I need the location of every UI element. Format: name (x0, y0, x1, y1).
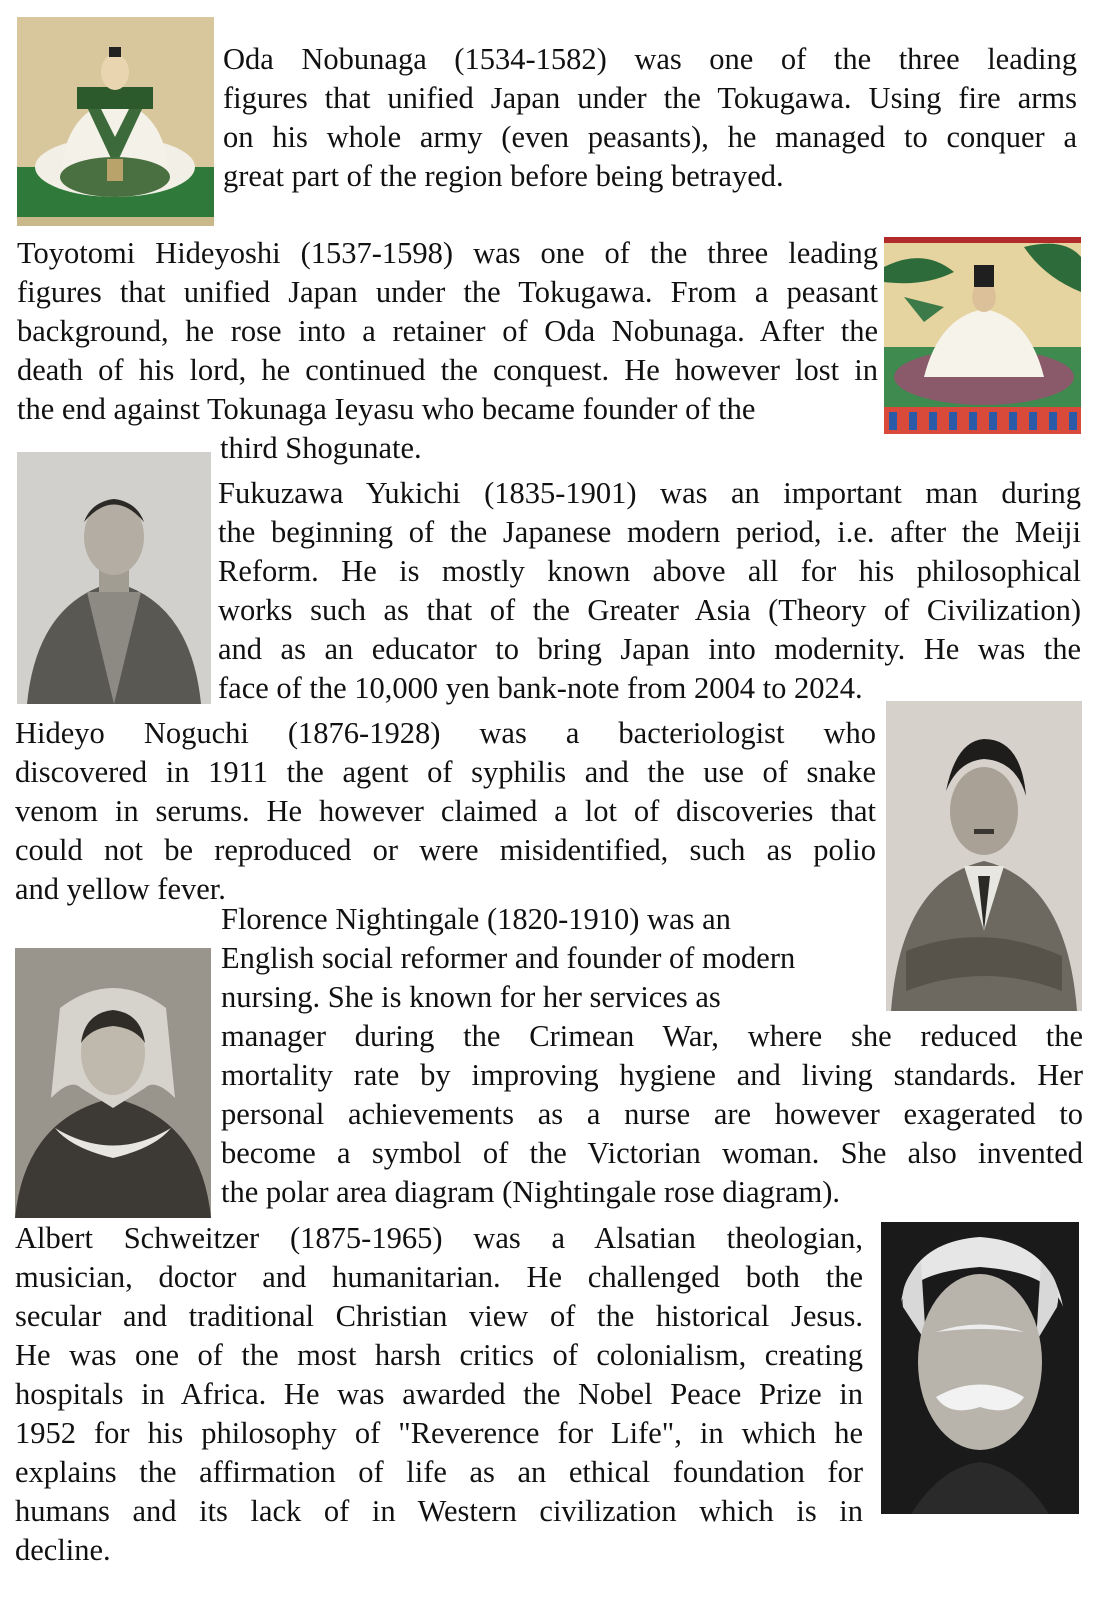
text-line: works such as that of the Greater Asia (Theory of Civilization) (218, 593, 1081, 627)
text-line: and yellow fever. (15, 872, 226, 906)
text-line: venom in serums. He however claimed a lot of discoveries that (15, 794, 876, 828)
text-line: Oda Nobunaga (1534-1582) was one of the three leading (223, 42, 1077, 76)
text-line: figures that unified Japan under the Tokugawa. Using fire arms (223, 81, 1077, 115)
text-line: third Shogunate. (220, 431, 422, 465)
portrait-florence-nightingale (15, 948, 211, 1218)
text-line: humans and its lack of in Western civilization which is in (15, 1494, 863, 1528)
text-line: He was one of the most harsh critics of colonialism, creating (15, 1338, 863, 1372)
paragraph-albert-schweitzer (15, 1219, 863, 1570)
portrait-toyotomi-hideyoshi (884, 237, 1081, 434)
text-line: explains the affirmation of life as an ethical foundation for (15, 1455, 863, 1489)
portrait-oda-nobunaga (17, 17, 214, 226)
paragraph-hideyo-noguchi (15, 714, 876, 909)
text-line: Hideyo Noguchi (1876-1928) was a bacteriologist who (15, 716, 876, 750)
paragraph-toyotomi-hideyoshi (17, 234, 878, 468)
text-line: the end against Tokunaga Ieyasu who became founder of the (17, 392, 756, 426)
text-line: figures that unified Japan under the Tokugawa. From a peasant (17, 275, 878, 309)
text-line: personal achievements as a nurse are however exagerated to (221, 1097, 1083, 1131)
text-line: Fukuzawa Yukichi (1835-1901) was an important man during (218, 476, 1081, 510)
paragraph-florence-nightingale (221, 900, 1083, 1212)
photo-image (15, 948, 211, 1218)
text-line: the polar area diagram (Nightingale rose diagram). (221, 1175, 841, 1209)
text-line: and as an educator to bring Japan into modernity. He was the (218, 632, 1081, 666)
portrait-fukuzawa-yukichi (17, 452, 211, 704)
text-line: secular and traditional Christian view of the historical Jesus. (15, 1299, 863, 1333)
paragraph-fukuzawa-yukichi (218, 474, 1081, 708)
text-line: 1952 for his philosophy of "Reverence for Life", in which he (15, 1416, 863, 1450)
text-line: Florence Nightingale (1820-1910) was an (221, 902, 731, 936)
text-line: the beginning of the Japanese modern period, i.e. after the Meiji (218, 515, 1081, 549)
text-line: Reform. He is mostly known above all for his philosophical (218, 554, 1081, 588)
text-line: could not be reproduced or were misidentified, such as polio (15, 833, 876, 867)
text-line: great part of the region before being betrayed. (223, 159, 784, 193)
text-line: on his whole army (even peasants), he managed to conquer a (223, 120, 1077, 154)
text-line: background, he rose into a retainer of Oda Nobunaga. After the (17, 314, 878, 348)
paragraph-oda-nobunaga (223, 40, 1077, 196)
text-line: discovered in 1911 the agent of syphilis and the use of snake (15, 755, 876, 789)
text-line: Toyotomi Hideyoshi (1537-1598) was one of the three leading (17, 236, 878, 270)
text-line: mortality rate by improving hygiene and living standards. Her (221, 1058, 1083, 1092)
text-line: manager during the Crimean War, where she reduced the (221, 1019, 1083, 1053)
text-line: nursing. She is known for her services as (221, 980, 721, 1014)
text-line: musician, doctor and humanitarian. He challenged both the (15, 1260, 863, 1294)
text-line: hospitals in Africa. He was awarded the Nobel Peace Prize in (15, 1377, 863, 1411)
photo-image (881, 1222, 1079, 1514)
text-line: face of the 10,000 yen bank-note from 2004 to 2024. (218, 671, 863, 705)
text-line: decline. (15, 1533, 111, 1567)
text-line: Albert Schweitzer (1875-1965) was a Alsatian theologian, (15, 1221, 863, 1255)
photo-image (17, 452, 211, 704)
painting-image (17, 17, 214, 226)
text-line: death of his lord, he continued the conquest. He however lost in (17, 353, 878, 387)
portrait-albert-schweitzer (881, 1222, 1079, 1514)
text-line: English social reformer and founder of modern (221, 941, 796, 975)
text-line: become a symbol of the Victorian woman. She also invented (221, 1136, 1083, 1170)
painting-image (884, 237, 1081, 434)
